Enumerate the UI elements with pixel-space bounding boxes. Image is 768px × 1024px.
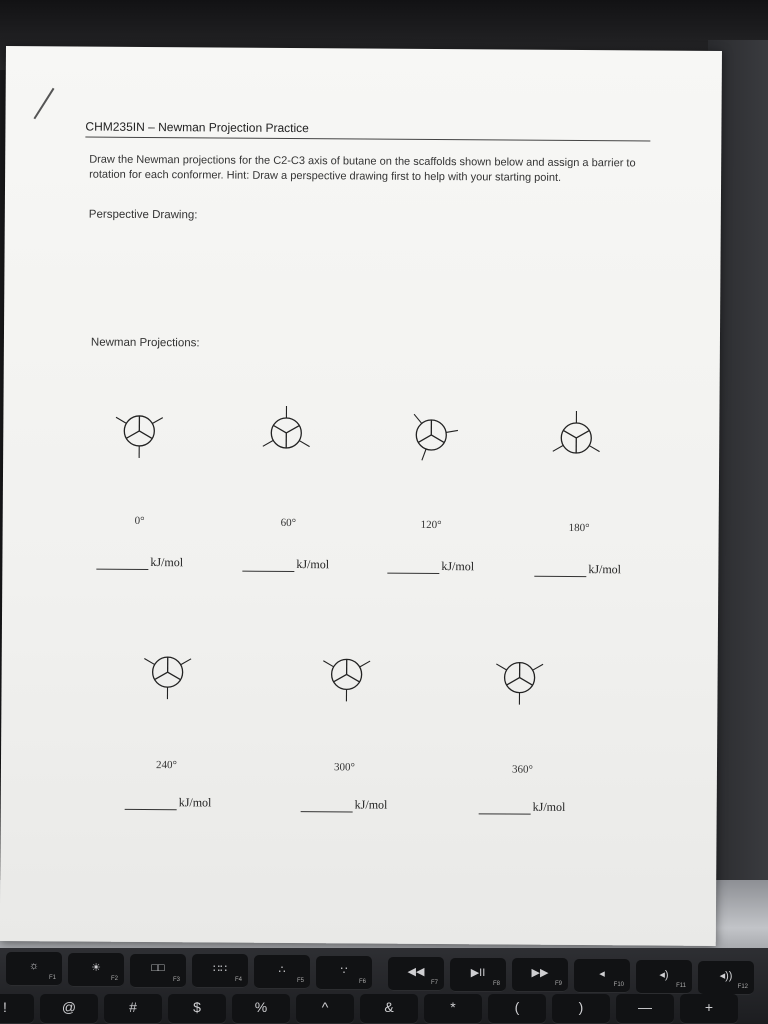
key-f9[interactable] bbox=[512, 958, 568, 992]
key-f11[interactable] bbox=[636, 960, 692, 994]
front-bond bbox=[431, 435, 444, 443]
energy-answer-3 bbox=[387, 559, 474, 575]
newman-scaffold-5 bbox=[132, 637, 202, 707]
key-number-row[interactable] bbox=[0, 994, 34, 1024]
key-number-row[interactable] bbox=[552, 994, 610, 1024]
front-bond bbox=[563, 430, 576, 438]
back-bond bbox=[446, 430, 458, 432]
key-symbol: ^ bbox=[321, 999, 329, 1015]
key-f4[interactable] bbox=[192, 954, 248, 988]
newman-scaffold-6 bbox=[311, 639, 381, 709]
back-bond bbox=[414, 414, 422, 423]
newman-drawing bbox=[484, 642, 554, 712]
front-bond bbox=[418, 435, 431, 443]
keyboard-light-high-icon: ∵ bbox=[340, 965, 348, 977]
key-number-row[interactable] bbox=[616, 994, 674, 1024]
front-bond bbox=[273, 425, 286, 433]
key-label: F1 bbox=[48, 975, 56, 981]
key-number-row[interactable] bbox=[488, 994, 546, 1024]
volume-down-icon: ◂) bbox=[659, 969, 669, 981]
launchpad-icon: ∷∷ bbox=[213, 963, 227, 976]
key-f3[interactable] bbox=[130, 954, 186, 988]
key-number-row[interactable] bbox=[296, 994, 354, 1024]
key-label: F7 bbox=[430, 979, 438, 986]
key-label: F4 bbox=[234, 977, 242, 984]
key-label: F9 bbox=[554, 981, 562, 988]
key-symbol: ! bbox=[3, 999, 7, 1015]
front-bond bbox=[520, 678, 533, 686]
laptop-keyboard bbox=[0, 948, 768, 1024]
key-number-row[interactable] bbox=[424, 994, 482, 1024]
energy-answer-7 bbox=[479, 799, 566, 815]
newman-scaffold-1 bbox=[104, 396, 174, 466]
front-bond bbox=[347, 674, 360, 682]
brightness-high-icon: ☀ bbox=[91, 961, 101, 974]
back-bond bbox=[181, 659, 191, 665]
back-bond bbox=[496, 664, 506, 670]
back-bond bbox=[589, 446, 599, 452]
energy-answer-4 bbox=[534, 562, 621, 578]
back-bond bbox=[323, 661, 333, 667]
key-symbol: $ bbox=[193, 999, 201, 1015]
key-f8[interactable] bbox=[450, 958, 506, 992]
newman-scaffold-7 bbox=[484, 642, 554, 712]
back-bond bbox=[422, 449, 426, 460]
newman-scaffold-3 bbox=[396, 400, 466, 470]
key-f2[interactable] bbox=[68, 953, 124, 987]
mission-control-icon: □□ bbox=[151, 961, 165, 974]
key-label: F6 bbox=[358, 979, 366, 985]
energy-answer-1 bbox=[96, 555, 183, 571]
newman-drawing bbox=[311, 639, 381, 709]
newman-drawing bbox=[251, 398, 321, 468]
back-bond bbox=[533, 664, 543, 670]
key-label: F3 bbox=[172, 976, 180, 983]
front-bond bbox=[507, 678, 520, 686]
key-number-row[interactable] bbox=[40, 994, 98, 1024]
key-label: F11 bbox=[676, 983, 686, 989]
energy-answer-6 bbox=[301, 797, 388, 813]
key-label: F8 bbox=[492, 980, 500, 987]
key-number-row[interactable] bbox=[104, 994, 162, 1024]
angle-label: 0° bbox=[134, 514, 145, 527]
key-symbol: * bbox=[450, 999, 456, 1015]
front-bond bbox=[168, 672, 181, 680]
energy-unit: kJ/mol bbox=[588, 562, 622, 577]
key-symbol: ) bbox=[578, 999, 584, 1015]
angle-label: 360° bbox=[511, 763, 533, 776]
front-bond bbox=[155, 672, 168, 680]
back-bond bbox=[263, 440, 273, 446]
key-f1[interactable] bbox=[6, 952, 62, 986]
newman-drawing bbox=[132, 637, 202, 707]
rewind-icon: ◀◀ bbox=[407, 965, 425, 978]
key-f10[interactable] bbox=[574, 959, 630, 993]
worksheet-paper bbox=[0, 46, 722, 946]
front-bond bbox=[126, 431, 139, 439]
energy-unit: kJ/mol bbox=[296, 557, 330, 572]
brightness-low-icon: ☼ bbox=[28, 960, 40, 972]
energy-unit: kJ/mol bbox=[150, 555, 184, 570]
key-label: F10 bbox=[613, 982, 624, 989]
front-bond bbox=[576, 430, 589, 438]
key-symbol: % bbox=[254, 999, 268, 1015]
newman-scaffold-2 bbox=[251, 398, 321, 468]
play-pause-icon: ▶II bbox=[470, 966, 486, 979]
mute-icon: ◂ bbox=[599, 968, 605, 981]
volume-up-icon: ◂)) bbox=[719, 969, 733, 982]
front-bond bbox=[139, 431, 152, 439]
key-number-row[interactable] bbox=[360, 994, 418, 1024]
newman-drawing bbox=[396, 400, 466, 470]
key-f12[interactable] bbox=[698, 961, 754, 995]
key-symbol: & bbox=[384, 999, 394, 1015]
back-bond bbox=[152, 418, 162, 424]
angle-label: 300° bbox=[333, 761, 355, 774]
pen-mark bbox=[33, 88, 54, 119]
front-bond bbox=[286, 425, 299, 433]
energy-unit: kJ/mol bbox=[532, 799, 566, 814]
energy-answer-2 bbox=[242, 557, 329, 573]
angle-label: 180° bbox=[568, 521, 590, 535]
key-f5[interactable] bbox=[254, 955, 310, 989]
energy-answer-5 bbox=[125, 795, 212, 811]
page-title: CHM235IN – Newman Projection Practice bbox=[85, 120, 650, 142]
front-bond bbox=[334, 674, 347, 682]
newman-projections-label: Newman Projections: bbox=[90, 336, 200, 350]
key-symbol: # bbox=[129, 999, 137, 1015]
energy-unit: kJ/mol bbox=[354, 797, 388, 812]
key-number-row[interactable] bbox=[232, 994, 290, 1024]
back-bond bbox=[116, 417, 126, 423]
key-symbol: @ bbox=[61, 999, 77, 1015]
back-bond bbox=[299, 441, 309, 447]
key-number-row[interactable] bbox=[680, 994, 738, 1024]
key-label: F2 bbox=[110, 975, 118, 982]
key-symbol: ( bbox=[514, 999, 520, 1015]
angle-label: 60° bbox=[280, 516, 297, 530]
perspective-drawing-label: Perspective Drawing: bbox=[88, 208, 198, 222]
energy-unit: kJ/mol bbox=[178, 795, 212, 810]
back-bond bbox=[144, 658, 154, 664]
key-symbol: — bbox=[638, 999, 652, 1015]
fast-forward-icon: ▶▶ bbox=[531, 967, 549, 980]
key-label: F5 bbox=[296, 978, 304, 985]
keyboard-light-low-icon: ∴ bbox=[278, 964, 286, 977]
instructions-text: Draw the Newman projections for the C2-C3 axis of butane on the scaffolds shown below and assign a barrier to rotation for each conformer. Hint: Draw a perspective drawing first to help with your starting point. bbox=[89, 153, 636, 184]
newman-drawing bbox=[541, 403, 611, 473]
key-f7[interactable] bbox=[388, 957, 444, 991]
back-bond bbox=[553, 445, 563, 451]
angle-label: 240° bbox=[155, 759, 177, 772]
key-symbol: + bbox=[704, 999, 714, 1015]
energy-unit: kJ/mol bbox=[441, 559, 475, 574]
key-f6[interactable] bbox=[316, 956, 372, 990]
newman-drawing bbox=[104, 396, 174, 466]
angle-label: 120° bbox=[420, 518, 442, 532]
key-label: F12 bbox=[737, 983, 748, 990]
back-bond bbox=[360, 661, 370, 667]
key-number-row[interactable] bbox=[168, 994, 226, 1024]
newman-scaffold-4 bbox=[541, 403, 611, 473]
